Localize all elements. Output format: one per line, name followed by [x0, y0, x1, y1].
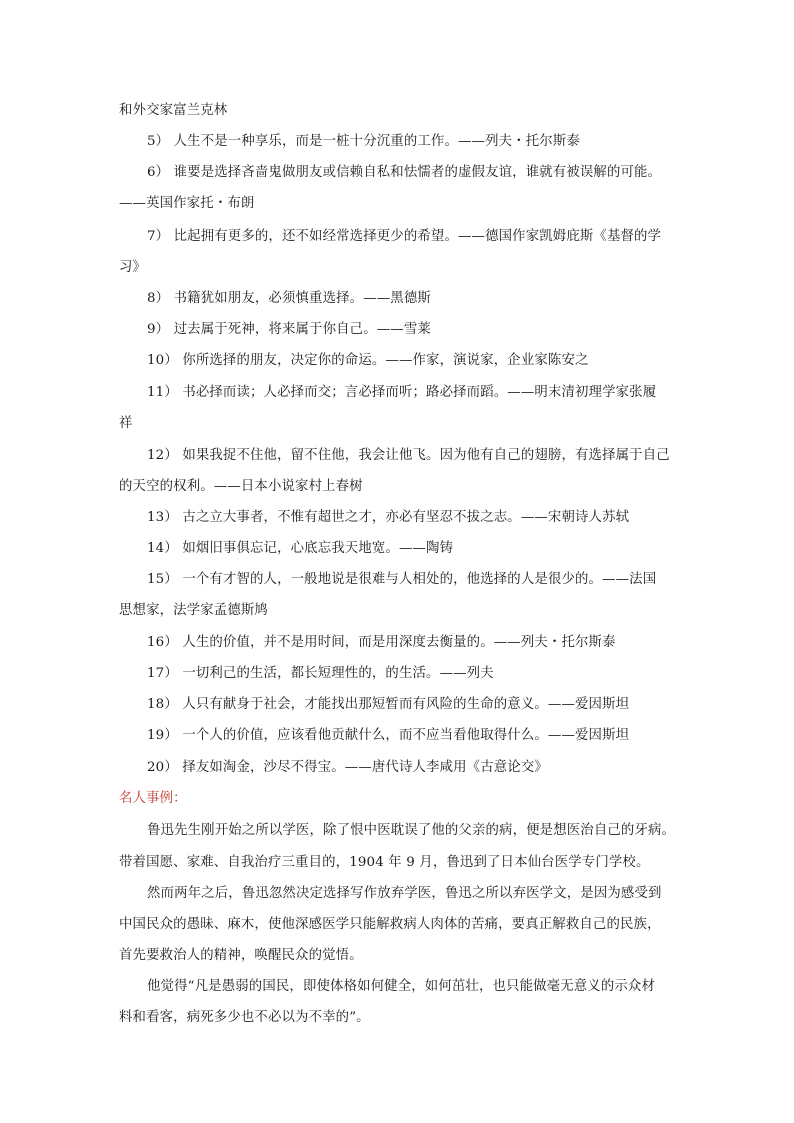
quote-14 [147, 541, 453, 557]
quote-number: 6） [147, 165, 170, 180]
quote-15-cont: 思想家，法学家孟德斯鸠 [119, 603, 268, 618]
quote-text: 一切利己的生活，都长短理性的，的生活。——列夫 [182, 666, 494, 681]
quote-11-cont: 祥 [119, 416, 133, 431]
quote-20 [147, 760, 548, 776]
quote-7-cont: 习》 [119, 260, 147, 275]
paragraph-1-line-2: 带着国愿、家难、自我治疗三重目的，1904 年 9 月，鲁迅到了日本仙台医学专门学校。 [119, 855, 650, 870]
quote-18 [147, 697, 629, 713]
quote-number: 8） [147, 291, 170, 306]
quote-number: 10） [147, 353, 178, 368]
quote-9 [147, 322, 431, 338]
quote-text: 比起拥有更多的，还不如经常选择更少的希望。——德国作家凯姆庇斯《基督的学 [173, 229, 662, 244]
section-heading: 名人事例： [119, 791, 187, 806]
quote-number: 11） [147, 385, 178, 400]
quote-17 [147, 666, 494, 682]
quote-text: 人生的价值，并不是用时间，而是用深度去衡量的。——列夫・托尔斯泰 [182, 635, 616, 650]
quote-16 [147, 635, 616, 651]
quote-8 [147, 291, 431, 307]
quote-number: 20） [147, 760, 178, 775]
quote-12 [147, 448, 670, 464]
paragraph-3-line-1: 他觉得“凡是愚弱的国民，即使体格如何健全，如何茁壮，也只能做毫无意义的示众材 [147, 979, 655, 994]
quote-13 [147, 510, 629, 526]
quote-number: 15） [147, 572, 178, 587]
quote-6-cont: ——英国作家托・布朗 [119, 196, 255, 211]
quote-11 [147, 385, 656, 401]
quote-6 [147, 165, 661, 181]
quote-text: 书籍犹如朋友，必须慎重选择。——黑德斯 [173, 291, 431, 306]
quote-19 [147, 728, 629, 744]
paragraph-1-line-1: 鲁迅先生刚开始之所以学医，除了恨中医耽误了他的父亲的病，便是想医治自己的牙病。 [147, 823, 676, 838]
quote-text: 人只有献身于社会，才能找出那短暂而有风险的生命的意义。——爱因斯坦 [182, 697, 630, 712]
quote-5 [147, 134, 580, 150]
quote-number: 7） [147, 229, 170, 244]
quote-text: 择友如淘金，沙尽不得宝。——唐代诗人李咸用《古意论交》 [182, 760, 548, 775]
quote-10 [147, 353, 589, 369]
quote-15 [147, 572, 656, 588]
quote-text: 古之立大事者，不惟有超世之才，亦必有坚忍不拔之志。——宋朝诗人苏轼 [182, 510, 630, 525]
quote-number: 16） [147, 635, 178, 650]
paragraph-2-line-1: 然而两年之后，鲁迅忽然决定选择写作放弃学医，鲁迅之所以弃医学文，是因为感受到 [147, 886, 662, 901]
quote-number: 13） [147, 510, 178, 525]
quote-number: 18） [147, 697, 178, 712]
quote-continuation: 和外交家富兰克林 [119, 103, 228, 118]
quote-text: 过去属于死神，将来属于你自己。——雪莱 [173, 322, 431, 337]
quote-number: 19） [147, 728, 178, 743]
quote-text: 如果我捉不住他，留不住他，我会让他飞。因为他有自己的翅膀，有选择属于自己 [182, 448, 670, 463]
paragraph-2-line-3: 首先要救治人的精神，唤醒民众的觉悟。 [119, 948, 363, 963]
quote-12-cont: 的天空的权利。——日本小说家村上春树 [119, 479, 363, 494]
quote-text: 你所选择的朋友，决定你的命运。——作家，演说家，企业家陈安之 [182, 353, 589, 368]
paragraph-3-line-2: 料和看客，病死多少也不必以为不幸的”。 [119, 1010, 370, 1025]
quote-number: 17） [147, 666, 178, 681]
quote-text: 谁要是选择吝啬鬼做朋友或信赖自私和怯懦者的虚假友谊，谁就有被误解的可能。 [173, 165, 662, 180]
paragraph-2-line-2: 中国民众的愚昧、麻木，使他深感医学只能解救病人肉体的苦痛，要真正解救自己的民族， [119, 917, 661, 932]
quote-text: 书必择而读；人必择而交；言必择而听；路必择而蹈。——明末清初理学家张履 [182, 385, 657, 400]
quote-text: 一个有才智的人，一般地说是很难与人相处的，他选择的人是很少的。——法国 [182, 572, 657, 587]
quote-text: 人生不是一种享乐，而是一桩十分沉重的工作。——列夫・托尔斯泰 [173, 134, 580, 149]
quote-number: 5） [147, 134, 170, 149]
quote-number: 14） [147, 541, 178, 556]
quote-number: 12） [147, 448, 178, 463]
quote-number: 9） [147, 322, 170, 337]
quote-text: 如烟旧事俱忘记，心底忘我天地宽。——陶铸 [182, 541, 454, 556]
quote-text: 一个人的价值，应该看他贡献什么，而不应当看他取得什么。——爱因斯坦 [182, 728, 630, 743]
quote-7 [147, 229, 661, 245]
